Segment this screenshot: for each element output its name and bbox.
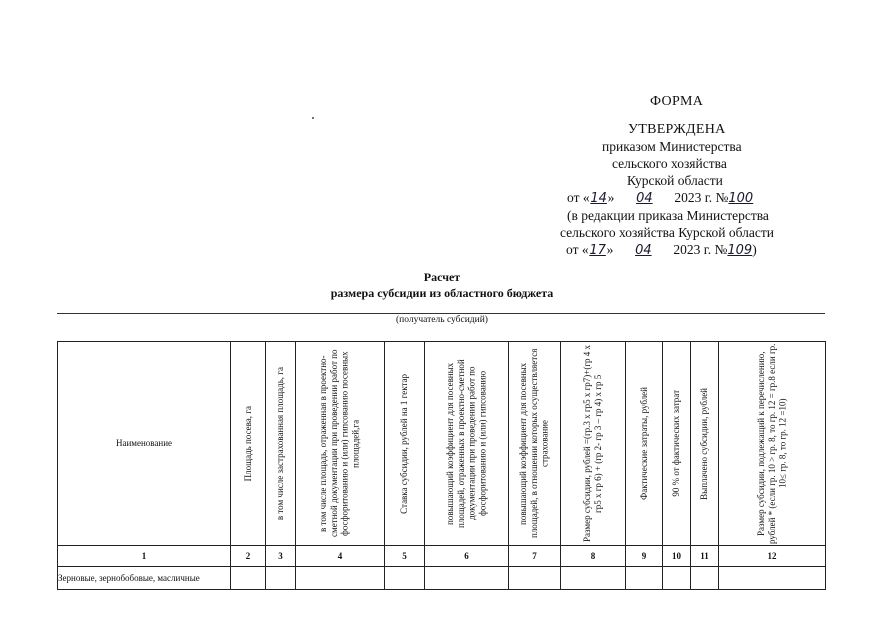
column-number: 1 <box>58 546 231 567</box>
table-cell <box>266 567 296 590</box>
handwritten-month: 04 <box>635 243 652 258</box>
header-cell <box>561 342 626 546</box>
table-cell <box>691 567 719 590</box>
header-label: повышающий коэффициент для посевных площадей, в отношении которых осуществляется страхование <box>518 348 550 539</box>
table-cell <box>626 567 663 590</box>
column-number-row <box>58 546 826 567</box>
header-cell <box>691 342 719 546</box>
header-label: Размер субсидии, рублей =(гр.3 х гр5 х гр7)+(гр 4 х гр5 х гр 6) + (гр 2- гр 3 – гр 4) х гр 5 <box>582 344 603 543</box>
handwritten-month: 04 <box>636 191 653 206</box>
date-year: 2023 г. № <box>674 190 729 205</box>
date-year: 2023 г. № <box>673 242 728 257</box>
column-number: 8 <box>561 546 626 567</box>
header-label: Фактические затраты, рублей <box>638 387 649 500</box>
stray-dot <box>312 117 314 119</box>
column-number: 2 <box>231 546 266 567</box>
header-cell <box>266 342 296 546</box>
header-label: Размер субсидии, подлежащий к перечислению, рублей * (если гр. 10 > гр. 8, то гр. 12 = гр.8 если гр. 10≤ гр. 8, то гр. 12 =10) <box>755 343 788 544</box>
column-number: 4 <box>296 546 385 567</box>
header-cell <box>626 342 663 546</box>
table-row <box>58 567 826 590</box>
header-cell <box>509 342 561 546</box>
document-subtitle: размера субсидии из областного бюджета <box>330 286 554 300</box>
form-label: ФОРМА <box>650 94 704 109</box>
header-label: Площадь посева, га <box>242 405 253 482</box>
header-label: повышающий коэффициент для посевных площадей, отраженных в проектно-сметной документации при проведении работ по фосфоритованию и (или) гипсованию <box>444 359 488 528</box>
table-cell <box>509 567 561 590</box>
header-cell <box>663 342 691 546</box>
date-suffix: ) <box>752 242 757 257</box>
order-line-1: приказом Министерства <box>602 139 742 154</box>
edition-line-2: сельского хозяйства Курской области <box>560 225 775 240</box>
date-mid: » <box>606 242 614 257</box>
approved-label: УТВЕРЖДЕНА <box>628 122 726 137</box>
recipient-line <box>57 313 825 314</box>
header-cell <box>296 342 385 546</box>
table-cell <box>663 567 691 590</box>
header-cell <box>231 342 266 546</box>
table-cell <box>561 567 626 590</box>
header-label: 90 % от фактических затрат <box>671 390 682 497</box>
header-label: в том числе площадь, отраженная в проектно-сметной документации при проведении работ по фосфоритованию и (или) гипсованию посевных площадей,га <box>318 349 361 538</box>
handwritten-number: 109 <box>727 243 753 258</box>
header-cell <box>58 342 231 546</box>
date-prefix: от « <box>566 242 589 257</box>
table-cell: Зерновые, зернобобовые, масличные <box>58 567 231 590</box>
header-label: в том числе застрахованная площадь, га <box>275 366 286 521</box>
document-title: Расчет <box>423 270 461 284</box>
table-header-row <box>58 342 826 546</box>
header-cell <box>719 342 826 546</box>
edition-line-1: (в редакции приказа Министерства <box>567 208 769 223</box>
table-cell <box>425 567 509 590</box>
column-number: 9 <box>626 546 663 567</box>
date-prefix: от « <box>567 190 590 205</box>
date-mid: » <box>607 190 615 205</box>
table-cell <box>385 567 425 590</box>
column-number: 10 <box>663 546 691 567</box>
header-label: Выплачено субсидии, рублей <box>699 387 710 500</box>
subsidy-table <box>57 341 826 590</box>
order-line-2: сельского хозяйства <box>612 156 727 171</box>
order-date-line <box>567 190 753 206</box>
table-cell <box>719 567 826 590</box>
handwritten-day: 17 <box>589 243 606 258</box>
column-number: 12 <box>719 546 826 567</box>
header-label: Ставка субсидии, рублей на 1 гектар <box>399 373 410 514</box>
edition-date-line <box>566 242 757 258</box>
header-name: Наименование <box>115 438 173 449</box>
handwritten-number: 100 <box>728 191 754 206</box>
column-number: 5 <box>385 546 425 567</box>
table-cell <box>296 567 385 590</box>
recipient-caption: (получатель субсидий) <box>396 315 488 325</box>
column-number: 11 <box>691 546 719 567</box>
handwritten-day: 14 <box>590 191 607 206</box>
column-number: 7 <box>509 546 561 567</box>
column-number: 3 <box>266 546 296 567</box>
column-number: 6 <box>425 546 509 567</box>
header-cell <box>385 342 425 546</box>
table-cell <box>231 567 266 590</box>
order-line-3: Курской области <box>627 173 723 188</box>
header-cell <box>425 342 509 546</box>
